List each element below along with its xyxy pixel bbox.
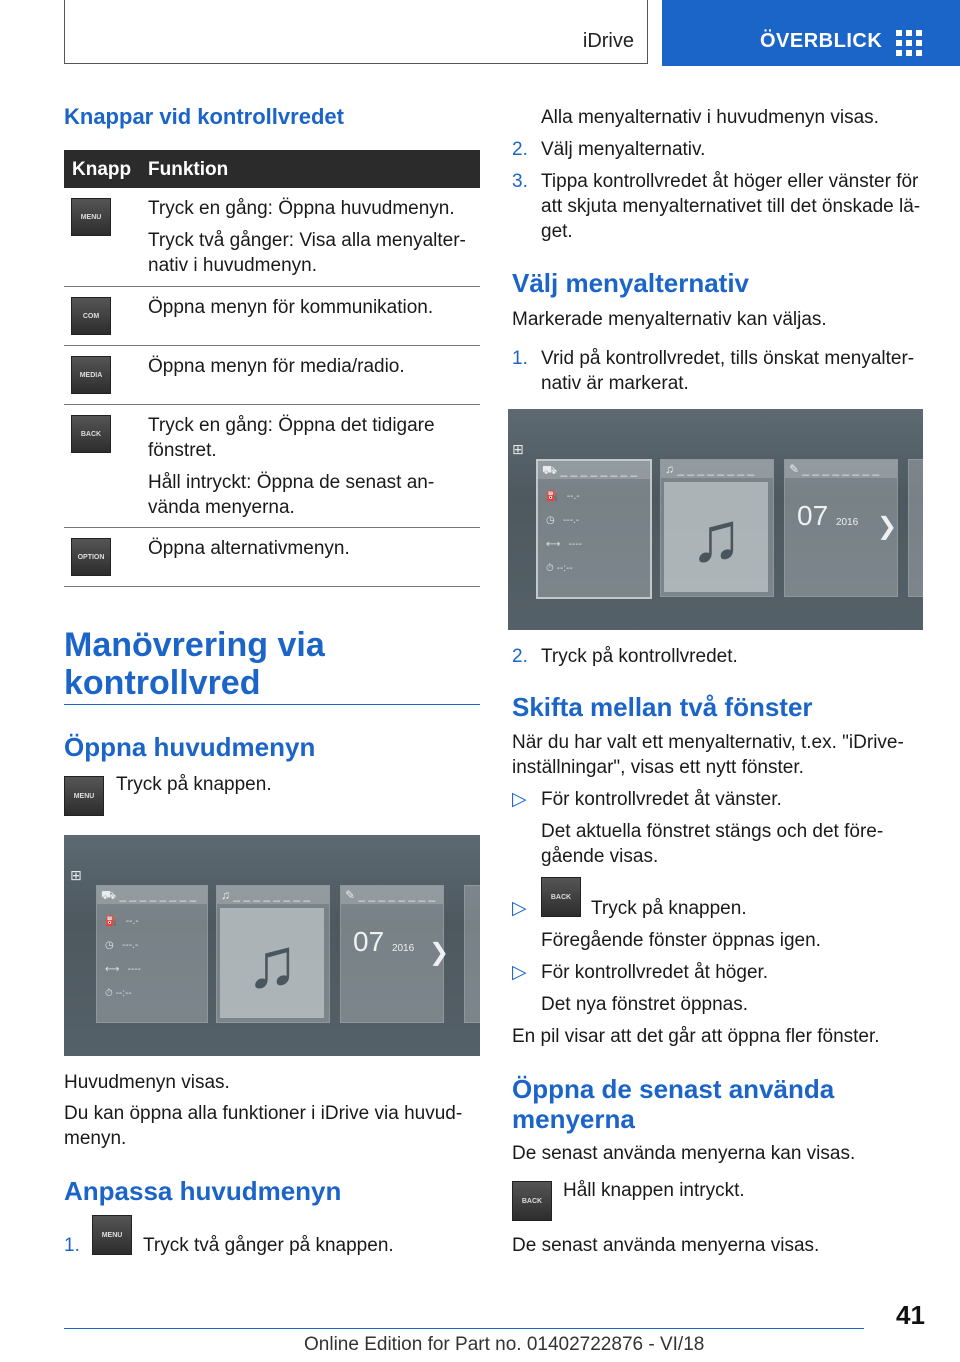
vehicle-info-list: ⛽ --.- ◷ ---.- ⟷ ---- ⏱ --:-- bbox=[105, 916, 141, 999]
menu-tile-calendar bbox=[784, 459, 898, 597]
menu-button-icon: MENU bbox=[64, 776, 104, 816]
bullet-icon: ▷ bbox=[512, 898, 527, 919]
menu-tile-partial bbox=[908, 459, 923, 597]
row-text: Håll intryckt: Öppna de senast an- bbox=[148, 472, 435, 493]
bullet-text: Föregående fönster öppnas igen. bbox=[541, 930, 821, 951]
row-text: Tryck en gång: Öppna huvudmenyn. bbox=[148, 198, 455, 219]
tile-header: ♫ _ _ _ _ _ _ _ _ bbox=[217, 886, 329, 904]
media-button-icon: MEDIA bbox=[71, 356, 111, 394]
row-text: nativ i huvudmenyn. bbox=[148, 255, 317, 276]
tile-header: ♫ _ _ _ _ _ _ _ _ bbox=[661, 460, 773, 478]
step-number: 1. bbox=[64, 1235, 80, 1256]
paragraph: Markerade menyalternativ kan väljas. bbox=[512, 309, 827, 330]
row-text: Öppna menyn för media/radio. bbox=[148, 356, 405, 377]
bullet-text: Det nya fönstret öppnas. bbox=[541, 994, 749, 1015]
bullet-icon: ▷ bbox=[512, 789, 527, 810]
date-number: 07 2016 bbox=[797, 500, 859, 531]
row-text: Öppna menyn för kommunikation. bbox=[148, 297, 434, 318]
row-text: Öppna alternativmenyn. bbox=[148, 538, 350, 559]
step-number: 3. bbox=[512, 171, 528, 192]
tile-header: ⛟ _ _ _ _ _ _ _ _ bbox=[538, 461, 650, 479]
paragraph: Håll knappen intryckt. bbox=[563, 1180, 745, 1201]
heading-recent-line1: Öppna de senast använda bbox=[512, 1074, 835, 1104]
menu-button-icon: MENU bbox=[71, 198, 111, 236]
grid-icon bbox=[896, 30, 922, 56]
paragraph: inställningar", visas ett nytt fönster. bbox=[512, 757, 804, 778]
chevron-right-icon: ❯ bbox=[429, 939, 450, 966]
menu-tile-vehicle bbox=[96, 885, 208, 1023]
paragraph: Alla menyalternativ i huvudmenyn visas. bbox=[541, 107, 879, 128]
header-left-frame bbox=[64, 0, 648, 64]
heading-customize: Anpassa huvudmenyn bbox=[64, 1176, 342, 1206]
table-row bbox=[64, 287, 480, 346]
tile-header: ✎ _ _ _ _ _ _ _ _ bbox=[785, 460, 897, 478]
vehicle-info-list: ⛽ --.- ◷ ---.- ⟷ ---- ⏱ --:-- bbox=[546, 491, 582, 574]
table-row bbox=[64, 528, 480, 587]
chevron-right-icon: ❯ bbox=[877, 513, 898, 540]
menu-tile-media bbox=[660, 459, 774, 597]
footer-edition: Online Edition for Part no. 01402722876 - VI/18 bbox=[304, 1334, 705, 1355]
step-text: Tippa kontrollvredet åt höger eller vänster för bbox=[541, 171, 919, 192]
step-text: Välj menyalternativ. bbox=[541, 139, 706, 160]
header-chapter: ÖVERBLICK bbox=[760, 30, 883, 52]
page-number: 41 bbox=[896, 1300, 925, 1330]
music-note-icon: ♫ bbox=[220, 908, 324, 1018]
table-row bbox=[64, 346, 480, 405]
section-rule bbox=[64, 704, 480, 705]
col-header-button: Knapp bbox=[72, 159, 132, 180]
bullet-text: Tryck på knappen. bbox=[591, 898, 747, 919]
menu-icon: ⊞ bbox=[512, 441, 524, 457]
bullet-icon: ▷ bbox=[512, 962, 527, 983]
step-number: 2. bbox=[512, 646, 528, 667]
back-button-icon: BACK bbox=[512, 1181, 552, 1221]
tile-header: ⛟ _ _ _ _ _ _ _ _ bbox=[97, 886, 207, 904]
heading-switch: Skifta mellan två fönster bbox=[512, 692, 813, 722]
paragraph: menyn. bbox=[64, 1128, 127, 1149]
heading-select: Välj menyalternativ bbox=[512, 268, 749, 298]
bullet-text: Det aktuella fönstret stängs och det före- bbox=[541, 821, 884, 842]
heading-open-menu: Öppna huvudmenyn bbox=[64, 732, 316, 762]
menu-tile-calendar bbox=[340, 885, 450, 1023]
step-text: nativ är markerat. bbox=[541, 373, 689, 394]
row-text: fönstret. bbox=[148, 440, 217, 461]
paragraph: De senast använda menyerna kan visas. bbox=[512, 1143, 856, 1164]
menu-tile-media bbox=[216, 885, 330, 1023]
buttons-table bbox=[64, 150, 480, 587]
col-header-function: Funktion bbox=[148, 159, 229, 180]
row-text: Tryck två gånger: Visa alla menyalter- bbox=[148, 230, 466, 251]
row-text: Tryck en gång: Öppna det tidigare bbox=[148, 415, 435, 436]
idrive-select-menu-image bbox=[508, 409, 923, 630]
idrive-main-menu-image bbox=[64, 835, 480, 1056]
heading-recent-line2: menyerna bbox=[512, 1104, 635, 1134]
back-button-icon: BACK bbox=[71, 415, 111, 453]
open-menu-text: Tryck på knappen. bbox=[116, 774, 272, 795]
step-number: 2. bbox=[512, 139, 528, 160]
header-chapter-tab[interactable] bbox=[662, 0, 960, 66]
com-button-icon: COM bbox=[71, 297, 111, 335]
date-number: 07 2016 bbox=[353, 926, 415, 957]
paragraph: Huvudmenyn visas. bbox=[64, 1072, 230, 1093]
table-title: Knappar vid kontrollvredet bbox=[64, 104, 344, 129]
tile-header: ✎ _ _ _ _ _ _ _ _ bbox=[341, 886, 443, 904]
menu-tile-vehicle-selected bbox=[536, 459, 652, 599]
paragraph: När du har valt ett menyalternativ, t.ex. "iDrive- bbox=[512, 732, 904, 753]
step-text: Tryck två gånger på knappen. bbox=[143, 1235, 394, 1256]
option-button-icon: OPTION bbox=[71, 538, 111, 576]
menu-button-icon: MENU bbox=[92, 1215, 132, 1255]
paragraph: De senast använda menyerna visas. bbox=[512, 1235, 820, 1256]
step-text: Tryck på kontrollvredet. bbox=[541, 646, 738, 667]
back-button-icon: BACK bbox=[541, 877, 581, 917]
music-note-icon: ♫ bbox=[664, 482, 768, 592]
section-title-line2: kontrollvred bbox=[64, 664, 261, 702]
section-title-line1: Manövrering via bbox=[64, 626, 325, 664]
bullet-text: För kontrollvredet åt höger. bbox=[541, 962, 769, 983]
menu-tile-partial bbox=[464, 885, 480, 1023]
header-section: iDrive bbox=[582, 30, 634, 52]
table-header bbox=[64, 150, 480, 188]
step-text: att skjuta menyalternativet till det önskade lä- bbox=[541, 196, 921, 217]
step-number: 1. bbox=[512, 348, 528, 369]
table-row bbox=[64, 188, 480, 287]
bullet-text: För kontrollvredet åt vänster. bbox=[541, 789, 782, 810]
paragraph: Du kan öppna alla funktioner i iDrive via huvud- bbox=[64, 1103, 463, 1124]
bullet-text: gående visas. bbox=[541, 846, 659, 867]
paragraph: En pil visar att det går att öppna fler fönster. bbox=[512, 1026, 880, 1047]
step-text: Vrid på kontrollvredet, tills önskat menyalter- bbox=[541, 348, 915, 369]
step-text: get. bbox=[541, 221, 573, 242]
footer-rule bbox=[64, 1328, 864, 1329]
row-text: vända menyerna. bbox=[148, 497, 295, 518]
menu-icon: ⊞ bbox=[70, 867, 82, 883]
table-row bbox=[64, 405, 480, 528]
